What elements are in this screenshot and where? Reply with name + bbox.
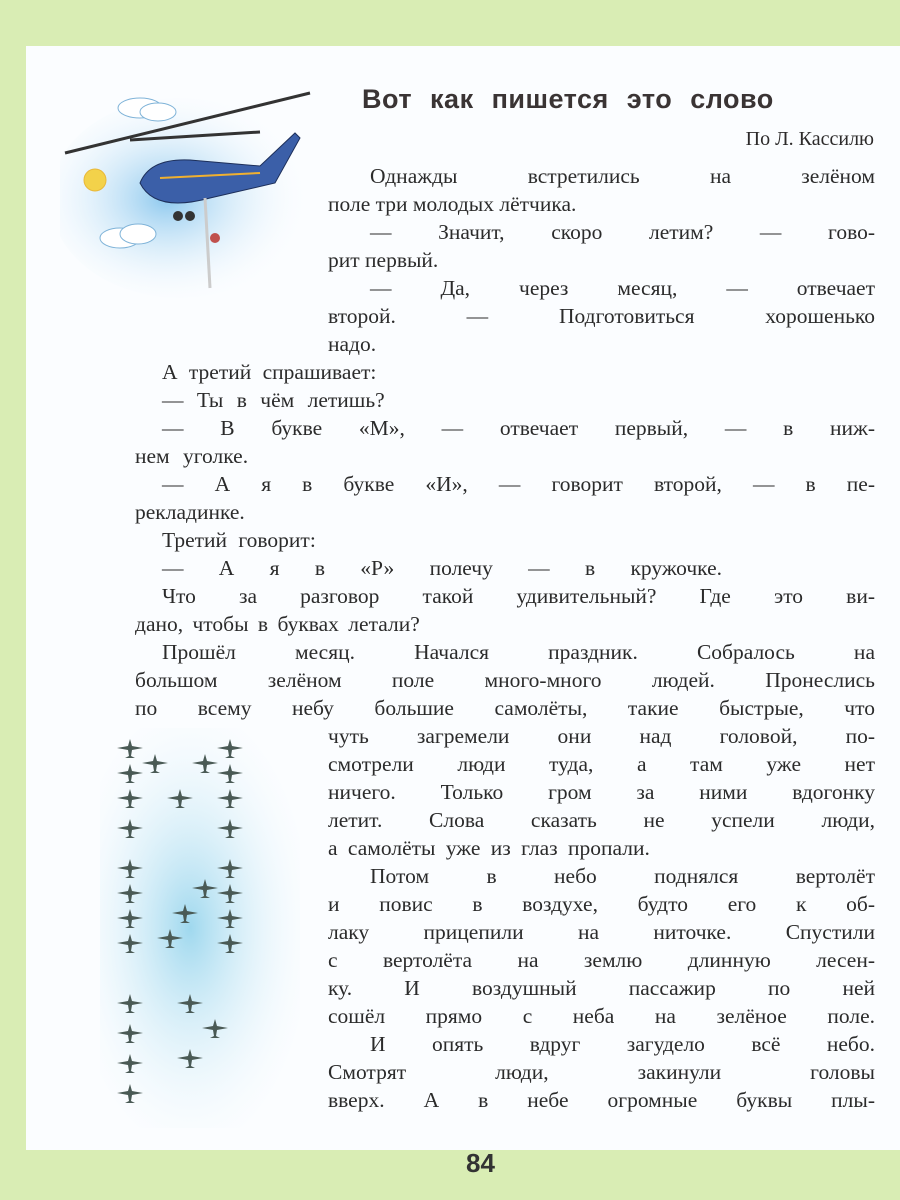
text-line: поле три молодых лётчика.: [328, 192, 577, 216]
text-line: Потом в небо поднялся вертолёт: [370, 864, 875, 888]
text-line: вверх. А в небе огромные буквы плы-: [328, 1088, 875, 1112]
text-line: Третий говорит:: [162, 528, 316, 552]
text-line: ничего. Только гром за ними вдогонку: [328, 780, 875, 804]
text-line: — Значит, скоро летим? — гово-: [370, 220, 875, 244]
text-line: ку. И воздушный пассажир по ней: [328, 976, 875, 1000]
text-line: дано, чтобы в буквах летали?: [135, 612, 420, 636]
page-number: 84: [466, 1148, 495, 1178]
text-line: Смотрят люди, закинули головы: [328, 1060, 875, 1084]
planes-formation-illustration: [100, 728, 300, 1128]
text-line: смотрели люди туда, а там уже нет: [328, 752, 875, 776]
text-line: и повис в воздухе, будто его к об-: [328, 892, 875, 916]
text-line: большом зелёном поле много-много людей. Пронеслись: [135, 668, 875, 692]
text-line: по всему небу большие самолёты, такие быстрые, что: [135, 696, 875, 720]
text-line: Прошёл месяц. Начался праздник. Собралось на: [162, 640, 875, 664]
text-line: — В букве «М», — отвечает первый, — в ниж-: [162, 416, 875, 440]
text-line: — А я в «Р» полечу — в кружочке.: [162, 556, 722, 580]
helicopter-illustration: [60, 88, 330, 303]
story-title: Вот как пишется это слово: [362, 84, 774, 114]
text-line: рит первый.: [328, 248, 439, 272]
text-line: а самолёты уже из глаз пропали.: [328, 836, 650, 860]
text-line: чуть загремели они над головой, по-: [328, 724, 875, 748]
text-line: с вертолёта на землю длинную лесен-: [328, 948, 875, 972]
text-line: — Да, через месяц, — отвечает: [370, 276, 875, 300]
text-line: Что за разговор такой удивительный? Где это ви-: [162, 584, 875, 608]
story-author: По Л. Кассилю: [745, 128, 874, 150]
text-line: — А я в букве «И», — говорит второй, — в пе-: [162, 472, 875, 496]
text-line: — Ты в чём летишь?: [162, 388, 385, 412]
text-line: надо.: [328, 332, 377, 356]
text-line: сошёл прямо с неба на зелёное поле.: [328, 1004, 875, 1028]
text-line: лаку прицепили на ниточке. Спустили: [328, 920, 875, 944]
text-line: рекладинке.: [135, 500, 245, 524]
text-line: нем уголке.: [135, 444, 249, 468]
text-line: А третий спрашивает:: [162, 360, 377, 384]
text-line: второй. — Подготовиться хорошенько: [328, 304, 875, 328]
text-line: летит. Слова сказать не успели люди,: [328, 808, 875, 832]
text-line: Однажды встретились на зелёном: [370, 164, 875, 188]
text-line: И опять вдруг загудело всё небо.: [370, 1032, 875, 1056]
